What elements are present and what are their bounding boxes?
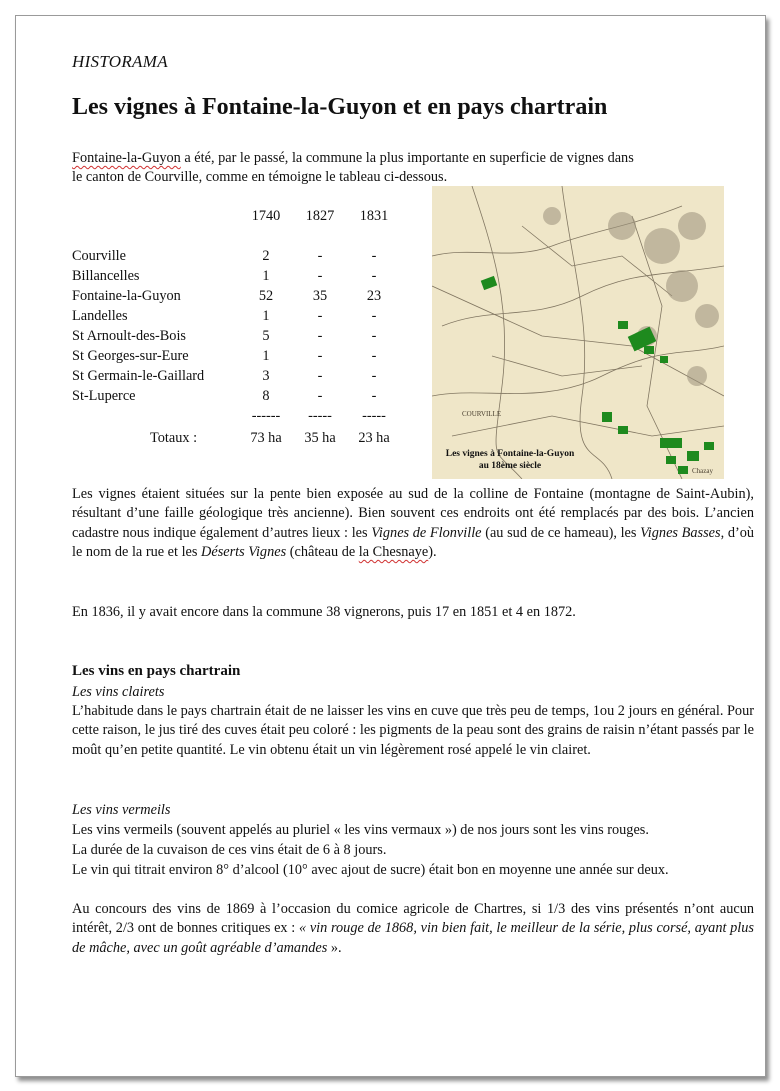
vineyard-value: 1	[262, 308, 270, 324]
separator: -----	[362, 408, 386, 424]
p1-italic: Déserts Vignes	[201, 543, 287, 560]
total-value: 73 ha	[250, 430, 282, 446]
paragraph-vermeils-1: Les vins vermeils (souvent appelés au pluriel « les vins vermaux ») de nos jours sont les vins rouges.	[72, 822, 649, 838]
p1-italic: Vignes de Flonville	[371, 524, 482, 541]
p7-text: Au concours des vins de 1869 à l’occasion du comice agricole de Chartres, si 1/3 des vins présentés n’ont aucun intérêt, 2/3 ont de bonnes critiques ex :	[72, 901, 754, 937]
subheading-vermeils: Les vins vermeils	[72, 802, 171, 818]
vineyard-value: -	[371, 268, 377, 284]
map-place-courville: COURVILLE	[462, 410, 502, 418]
map-place-chazay: Chazay	[692, 467, 713, 475]
kicker: HISTORAMA	[72, 52, 168, 71]
p1-text: (au sud de ce hameau), les	[481, 524, 641, 541]
year-header: 1740	[251, 208, 281, 224]
p1-text: , d’où le nom de la rue et les	[72, 524, 755, 560]
total-value: 23 ha	[358, 430, 390, 446]
paragraph-concours	[72, 900, 754, 958]
vineyard-value: -	[317, 328, 323, 344]
vineyard-value: -	[371, 308, 377, 324]
vineyard-value: -	[371, 328, 377, 344]
vineyard-value: -	[371, 348, 377, 364]
totals-label: Totaux :	[150, 430, 198, 446]
p1-text: ).	[428, 543, 437, 560]
map-caption-line2: au 18ème siècle	[478, 461, 542, 471]
vineyard-value: 3	[262, 368, 270, 384]
commune-name: St Arnoult-des-Bois	[72, 328, 186, 344]
commune-name: Fontaine-la-Guyon	[72, 288, 181, 304]
year-header: 1831	[359, 208, 389, 224]
commune-name: Landelles	[72, 308, 128, 324]
commune-name: Courville	[72, 248, 127, 264]
intro-link-word: Fontaine-la-Guyon	[72, 150, 181, 166]
vineyard-value: 8	[262, 388, 270, 404]
p1-text: Les vignes étaient situées sur la pente bien exposée au sud de la colline de Fontaine (montagne de Saint-Aubin), résultant d’une faille géologique très ancienne). Bien souvent ces endroits ont été remplacés par des bois. L’ancien cadastre nous indique également d’autres lieux : les	[72, 486, 754, 541]
subheading-clairets: Les vins clairets	[72, 684, 165, 700]
paragraph-clairets: L’habitude dans le pays chartrain était de ne laisser les vins en cuve que très peu de temps, 1ou 2 jours en général. Pour cette raison, le jus tiré des cuves était peu coloré : les pigments de la peau sont des grains de raisin n’étant passés par le moût qu’en petite quantité. Le vin obtenu était un vin légèrement rosé appelé le vin clairet.	[72, 703, 754, 758]
vineyard-value: 23	[366, 288, 382, 304]
paragraph-vineyards	[72, 485, 754, 562]
vineyard-value: -	[317, 308, 323, 324]
p1-underlined: la Chesnaye	[358, 543, 429, 560]
vineyard-value: -	[371, 248, 377, 264]
paragraph-vermeils-3: Le vin qui titrait environ 8° d’alcool (10° avec ajout de sucre) était bon en moyenne une année sur deux.	[72, 862, 669, 878]
year-header: 1827	[305, 208, 335, 224]
vineyard-value: 1	[262, 268, 270, 284]
paragraph-vignerons: En 1836, il y avait encore dans la commune 38 vignerons, puis 17 en 1851 et 4 en 1872.	[72, 604, 576, 620]
vineyard-value: -	[317, 368, 323, 384]
vineyard-value: -	[371, 388, 377, 404]
intro-line2: le canton de Courville, comme en témoigne le tableau ci-dessous.	[72, 169, 448, 185]
vineyard-value: -	[317, 388, 323, 404]
map-caption-line1: Les vignes à Fontaine-la-Guyon	[445, 449, 575, 459]
commune-name: Billancelles	[72, 268, 140, 284]
vineyard-value: -	[317, 248, 323, 264]
p7-quote: « vin rouge de 1868, vin bien fait, le meilleur de la série, plus corsé, ayant plus de mâche, avec un goût agréable d’amandes	[72, 920, 754, 956]
page-title: Les vignes à Fontaine-la-Guyon et en pays chartrain	[72, 94, 608, 120]
paragraph-vermeils-2: La durée de la cuvaison de ces vins était de 6 à 8 jours.	[72, 842, 387, 858]
section-title: Les vins en pays chartrain	[72, 663, 241, 679]
vineyard-value: 2	[262, 248, 270, 264]
vineyard-value: -	[317, 268, 323, 284]
separator: -----	[308, 408, 332, 424]
p7-text: ».	[330, 939, 342, 956]
vineyard-value: -	[317, 348, 323, 364]
commune-name: St Germain-le-Gaillard	[72, 368, 205, 384]
separator: ------	[251, 408, 281, 424]
intro-text: a été, par le passé, la commune la plus importante en superficie de vignes dans	[180, 150, 634, 166]
vineyard-value: -	[371, 368, 377, 384]
p1-italic: Vignes Basses	[640, 524, 721, 541]
commune-name: St Georges-sur-Eure	[72, 348, 189, 364]
vineyard-map	[432, 186, 724, 479]
document-page	[15, 15, 766, 1077]
p1-text: (château de	[286, 543, 359, 560]
vineyard-value: 35	[312, 288, 328, 304]
intro-paragraph	[72, 149, 762, 187]
vineyard-value: 5	[262, 328, 270, 344]
vineyard-value: 1	[262, 348, 270, 364]
total-value: 35 ha	[304, 430, 336, 446]
vineyard-value: 52	[258, 288, 274, 304]
commune-name: St-Luperce	[72, 388, 136, 404]
